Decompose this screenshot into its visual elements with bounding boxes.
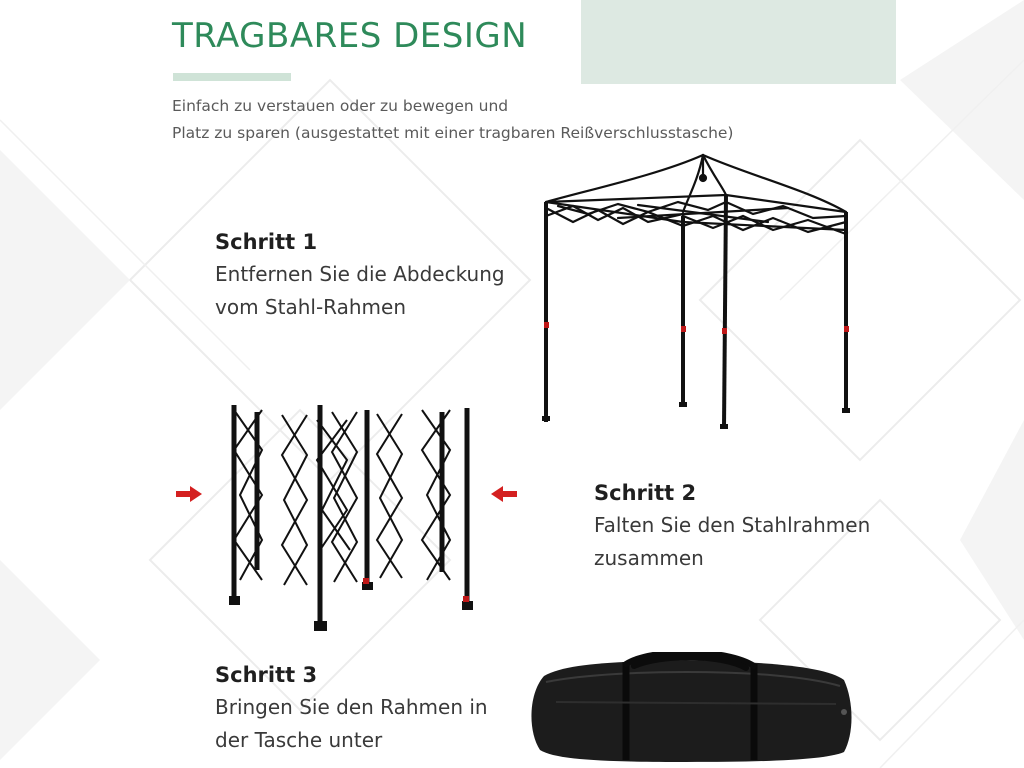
step-title: Schritt 3 [215, 663, 318, 687]
step-3 [215, 659, 488, 757]
decorative-mint-block [581, 0, 896, 84]
gazebo-frame-folded [222, 400, 482, 640]
subtitle-line: Einfach zu verstauen oder zu bewegen und [172, 97, 509, 115]
step-description-line: vom Stahl-Rahmen [215, 295, 407, 319]
step-title: Schritt 2 [594, 481, 697, 505]
step-2 [594, 477, 870, 575]
red-arrow-icon [491, 486, 517, 502]
subtitle-line: Platz zu sparen (ausgestattet mit einer tragbaren Reißverschlusstasche) [172, 124, 734, 142]
step-1 [215, 226, 505, 324]
red-arrow-icon [176, 486, 202, 502]
carry-bag [526, 652, 856, 764]
step-title: Schritt 1 [215, 230, 318, 254]
subtitle [172, 93, 733, 147]
step-description-line: der Tasche unter [215, 728, 383, 752]
page-title: TRAGBARES DESIGN [172, 16, 528, 56]
title-underline-bar [173, 73, 291, 81]
step-description-line: Bringen Sie den Rahmen in [215, 695, 488, 719]
step-description-line: zusammen [594, 546, 704, 570]
step-description-line: Entfernen Sie die Abdeckung [215, 262, 505, 286]
gazebo-frame-unfolded [528, 150, 858, 435]
step-description-line: Falten Sie den Stahlrahmen [594, 513, 871, 537]
